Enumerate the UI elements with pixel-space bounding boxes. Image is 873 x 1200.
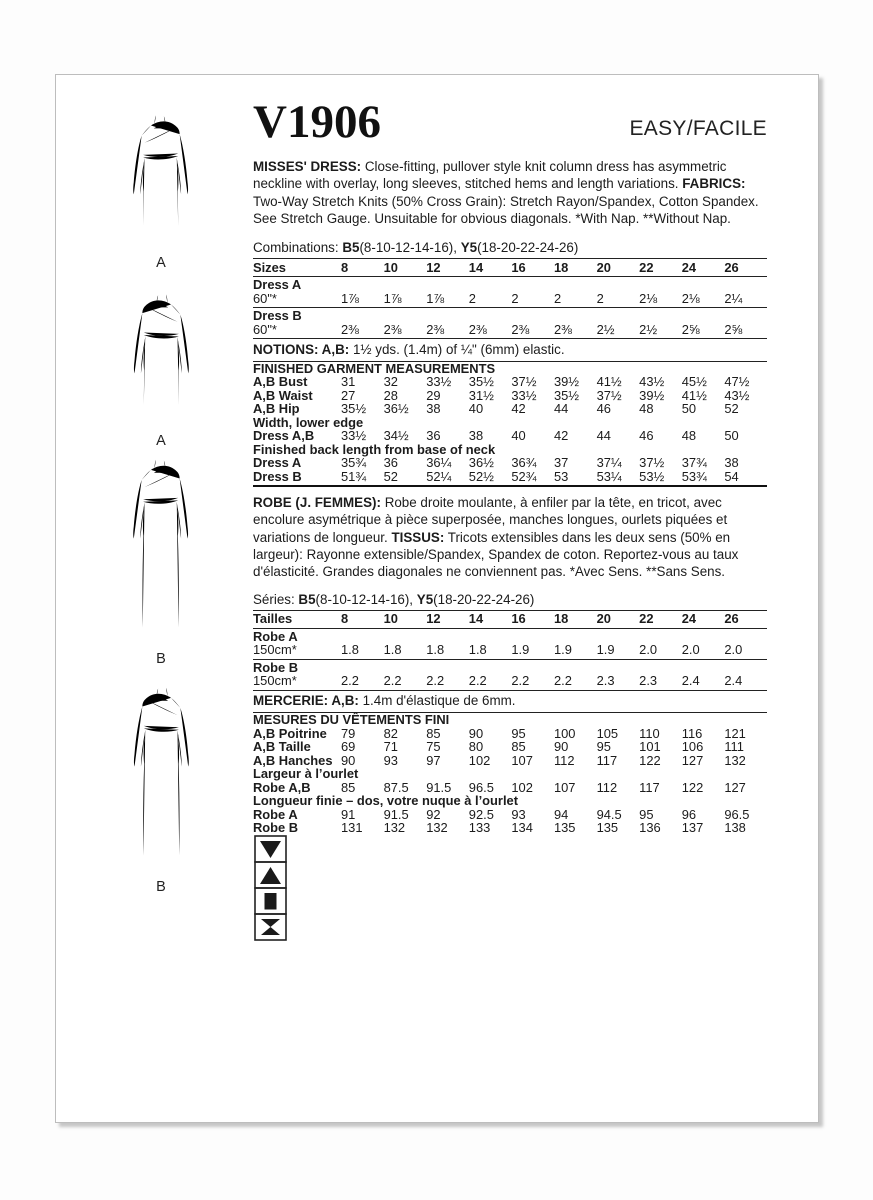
table-cell: 24 [681,259,697,275]
table-cell: 12 [426,611,441,627]
text-segment: FABRICS: [682,176,746,192]
table-cell: 10 [383,611,398,627]
table-row [253,727,767,741]
table-cell: 95 [596,739,611,755]
table-cell: 93 [383,752,398,768]
table-cell: 107 [511,752,533,768]
table-cell: 2⅜ [426,321,445,337]
table-cell: 28 [383,387,398,403]
dress-illustration [118,99,204,251]
table-cell: 96.5 [468,779,494,795]
table-cell: 127 [681,752,704,768]
table-cell: 87.5 [383,779,409,795]
table-row [253,808,767,822]
table-cell: 46 [639,428,654,444]
notions-line [253,340,767,362]
table-cell: 110 [639,725,660,741]
table-row [253,362,767,376]
row-label: Finished back length from base of neck [253,441,496,457]
table-cell: 37½ [511,374,537,390]
table-cell: 2⅜ [341,321,359,337]
table-cell: 91 [341,806,356,822]
table-cell: 82 [383,725,398,741]
table-cell: 2⅜ [383,321,402,337]
table-cell: 37 [553,455,569,471]
table-cell: 117 [596,752,618,768]
row-label: A,B Hanches [253,752,333,768]
pattern-symbols-strip [254,835,288,946]
table-cell: 1.8 [468,642,487,658]
finished-measurements-table-en [253,362,767,488]
table-cell: 92 [426,806,441,822]
table-cell: 8 [341,259,349,275]
table-row [253,611,767,629]
table-cell: 138 [724,820,746,836]
text-segment: Séries: [253,591,299,607]
table-cell: 50 [681,401,697,417]
table-cell: 2.2 [553,673,572,689]
row-label: MESURES DU VÊTEMENTS FINI [253,712,450,728]
table-cell: 35¾ [341,455,367,471]
yardage-table-en [253,258,767,339]
table-row [253,781,767,795]
table-cell: 93 [511,806,526,822]
pattern-sheet-page [55,74,819,1123]
row-label: Dress A [253,277,302,293]
table-row [253,794,767,808]
row-label: FINISHED GARMENT MEASUREMENTS [253,360,496,376]
row-label: A,B Poitrine [253,725,327,741]
table-cell: 41½ [681,387,707,403]
table-cell: 2.2 [468,673,487,689]
row-label: Robe A [253,806,298,822]
table-cell: 133 [468,820,491,836]
table-cell: 36½ [468,455,494,471]
table-cell: 97 [426,752,441,768]
table-row [253,309,767,323]
row-label: Width, lower edge [253,414,364,430]
table-cell: 42 [553,428,569,444]
row-label: Dress A,B [253,428,315,444]
table-cell: 2.4 [681,673,700,689]
table-row [253,821,767,835]
title-bar [253,96,767,148]
table-cell: 20 [596,259,611,275]
table-cell: 2⅝ [681,321,700,337]
table-cell: 40 [511,428,526,444]
table-cell: 2 [468,290,476,306]
table-cell: 45½ [681,374,707,390]
table-cell: 36¾ [511,455,537,471]
table-cell: 46 [596,401,611,417]
table-cell: 1.8 [383,642,402,658]
table-cell: 48 [639,401,654,417]
table-cell: 102 [468,752,491,768]
table-cell: 2⅛ [681,290,700,306]
table-cell: 22 [639,259,654,275]
table-cell: 52½ [468,468,494,484]
table-cell: 111 [724,739,744,755]
pattern-symbols-icons [254,835,288,941]
row-label: Dress B [253,468,302,484]
table-cell: 1.8 [341,642,359,658]
table-row [253,429,767,443]
table-cell: 26 [724,259,739,275]
text-segment: (18-20-22-24-26) [477,240,579,256]
row-label: A,B Waist [253,387,313,403]
row-label: 60"* [253,290,277,306]
table-cell: 8 [341,611,349,627]
table-cell: 2⅜ [553,321,572,337]
table-cell: 53 [553,468,569,484]
dress-b-front-sketch [96,449,226,667]
table-cell: 53¾ [681,468,707,484]
table-cell: 35½ [468,374,494,390]
text-segment: (8-10-12-14-16), [315,591,417,607]
sketch-label: B [156,651,166,667]
row-label: Robe B [253,659,299,675]
dress-b-back-sketch [96,677,226,895]
description-fr [253,494,767,580]
table-cell: 20 [596,611,611,627]
table-cell: 2 [511,290,519,306]
table-cell: 37¾ [681,455,707,471]
table-cell: 38 [468,428,484,444]
table-cell: 85 [511,739,526,755]
table-cell: 2⅜ [511,321,530,337]
table-cell: 34½ [383,428,409,444]
row-label: A,B Bust [253,374,308,390]
table-cell: 101 [639,739,661,755]
rectangle-icon [265,893,277,910]
table-row [253,389,767,403]
dress-a-front-sketch [96,99,226,271]
table-cell: 90 [553,739,569,755]
dress-illustration [118,677,204,875]
dress-illustration [118,449,204,647]
table-cell: 16 [511,611,526,627]
row-label: Dress A [253,455,302,471]
table-cell: 52 [383,468,398,484]
table-cell: 29 [426,387,441,403]
row-label: 150cm* [253,673,297,689]
table-cell: 35½ [341,401,367,417]
text-segment: Two-Way Stretch Knits (50% Cross Grain): Stretch Rayon/Spandex, Cotton Spandex. See Stretch Gauge. Unsuitable for obvious diagonals. *With Nap. **Without Nap. [253,193,759,226]
table-cell: 112 [596,779,618,795]
text-segment: Y5 [416,591,434,607]
table-row [253,292,767,309]
row-label: A,B Hip [253,401,300,417]
table-cell: 47½ [724,374,750,390]
table-cell: 127 [724,779,746,795]
table-cell: 85 [426,725,441,741]
table-cell: 2.3 [639,673,658,689]
table-cell: 33½ [426,374,452,390]
table-cell: 2 [553,290,562,306]
table-cell: 2.0 [681,642,700,658]
table-cell: 10 [383,259,398,275]
table-row [253,643,767,660]
table-cell: 135 [596,820,619,836]
table-cell: 37¼ [596,455,622,471]
text-segment: Tricots extensibles dans les deux sens (50% en largeur): Rayonne extensible/Spandex, Spandex de coton. Reportez-vous au taux d'élasticité. Grandes diagonales ne conviennent pas. *Avec Sens. **Sans Sens. [253,529,739,580]
table-cell: 44 [596,428,611,444]
table-cell: 91.5 [383,806,409,822]
table-cell: 43½ [639,374,665,390]
hourglass-icon [261,919,280,935]
table-cell: 80 [468,739,484,755]
table-cell: 1.9 [511,642,530,658]
row-label: Robe A,B [253,779,311,795]
table-cell: 40 [468,401,484,417]
text-segment: TISSUS: [391,529,445,545]
table-cell: 39½ [553,374,580,390]
table-cell: 38 [724,455,739,471]
table-cell: 41½ [596,374,622,390]
table-cell: 2½ [639,321,658,337]
mercerie-line [253,692,767,714]
table-cell: 2.2 [426,673,445,689]
table-cell: 2.3 [596,673,615,689]
table-cell: 2.2 [511,673,530,689]
table-cell: 2 [596,290,604,306]
metrage-table-fr [253,610,767,691]
table-cell: 42 [511,401,526,417]
table-cell: 137 [681,820,704,836]
table-cell: 12 [426,259,441,275]
table-cell: 32 [383,374,398,390]
table-row [253,767,767,781]
table-cell: 36 [383,455,398,471]
table-cell: 132 [724,752,746,768]
table-row [253,402,767,416]
table-cell: 2.2 [341,673,359,689]
table-cell: 2¼ [724,290,743,306]
table-row [253,456,767,470]
table-cell: 14 [468,611,484,627]
table-row [253,278,767,292]
table-cell: 44 [553,401,569,417]
triangle-up-icon [260,867,281,884]
table-cell: 94.5 [596,806,622,822]
table-cell: 2.2 [383,673,402,689]
combinations-line [253,240,767,258]
table-cell: 33½ [341,428,367,444]
table-cell: 75 [426,739,441,755]
text-segment: MISSES' DRESS: [253,159,362,174]
table-cell: 36 [426,428,441,444]
table-row [253,323,767,340]
table-cell: 33½ [511,387,537,403]
text-segment: Y5 [460,240,478,256]
table-cell: 102 [511,779,533,795]
table-cell: 18 [553,611,569,627]
table-cell: 52 [724,401,739,417]
table-cell: 18 [553,259,569,275]
table-cell: 94 [553,806,569,822]
table-cell: 52¼ [426,468,452,484]
row-label: Robe A [253,628,298,644]
table-cell: 85 [341,779,356,795]
text-segment: ROBE (J. FEMMES): [253,495,381,511]
row-label: 150cm* [253,642,297,658]
text-segment: 1.4m d'élastique de 6mm. [358,693,516,709]
table-cell: 36½ [383,401,409,417]
table-row [253,661,767,675]
table-row [253,375,767,389]
table-cell: 37½ [639,455,665,471]
table-row [253,470,767,488]
table-cell: 69 [341,739,356,755]
symbol-cell [255,914,286,940]
table-cell: 39½ [639,387,665,403]
sketch-label: A [156,255,166,271]
table-cell: 38 [426,401,441,417]
table-cell: 52¾ [511,468,537,484]
description-en [253,158,767,227]
table-cell: 35½ [553,387,580,403]
row-label: A,B Taille [253,739,311,755]
row-label: Sizes [253,259,286,275]
table-cell: 1.9 [596,642,615,658]
table-row [253,713,767,727]
table-cell: 96.5 [724,806,750,822]
mesures-table-fr [253,713,767,835]
table-cell: 2⅜ [468,321,487,337]
table-cell: 106 [681,739,704,755]
table-cell: 1.9 [553,642,572,658]
table-row [253,754,767,768]
pattern-number: V1906 [253,96,381,148]
table-cell: 43½ [724,387,750,403]
table-cell: 2½ [596,321,615,337]
sketch-label: A [156,433,166,449]
table-cell: 2⅝ [724,321,743,337]
table-cell: 100 [553,725,576,741]
row-label: 60"* [253,321,277,337]
text-column [253,96,767,836]
table-row [253,740,767,754]
text-segment: B5 [342,240,360,256]
text-segment: B5 [298,591,316,607]
table-cell: 51¾ [341,468,367,484]
text-segment: MERCERIE: A,B: [253,693,359,709]
table-cell: 2⅛ [639,290,658,306]
table-row [253,259,767,277]
text-segment: (18-20-22-24-26) [433,591,535,607]
table-cell: 53½ [639,468,665,484]
table-cell: 132 [426,820,448,836]
table-cell: 37½ [596,387,622,403]
table-cell: 71 [383,739,398,755]
dress-a-back-sketch [96,279,226,449]
text-segment: 1½ yds. (1.4m) of ¼" (6mm) elastic. [349,341,565,357]
table-cell: 90 [341,752,356,768]
table-cell: 79 [341,725,356,741]
table-cell: 92.5 [468,806,494,822]
table-cell: 132 [383,820,406,836]
table-cell: 117 [639,779,660,795]
text-segment: (8-10-12-14-16), [359,240,461,256]
row-label: Longueur finie – dos, votre nuque à l’ourlet [253,793,518,809]
table-cell: 112 [553,752,575,768]
table-cell: 116 [681,725,703,741]
table-cell: 136 [639,820,661,836]
table-cell: 134 [511,820,533,836]
table-cell: 16 [511,259,526,275]
table-cell: 31½ [468,387,494,403]
table-row [253,630,767,644]
row-label: Largeur à l’ourlet [253,766,359,782]
table-cell: 90 [468,725,484,741]
table-cell: 22 [639,611,654,627]
table-cell: 121 [724,725,746,741]
table-cell: 91.5 [426,779,452,795]
table-cell: 24 [681,611,697,627]
table-cell: 1⅞ [426,290,445,306]
row-label: Robe B [253,820,299,836]
text-segment: Close-fitting, pullover style knit column dress has asymmetric neckline with overlay, long sleeves, stitched hems and length variations. [253,159,727,192]
table-cell: 50 [724,428,739,444]
table-cell: 54 [724,468,739,484]
table-cell: 1⅞ [341,290,359,306]
dress-illustration [118,279,204,429]
table-cell: 48 [681,428,697,444]
triangle-down-icon [260,841,281,858]
table-cell: 2.0 [639,642,658,658]
text-segment: Robe droite moulante, à enfiler par la tête, en tricot, avec encolure asymétrique à pièce superposée, manches longues, ourlets piquées et variations de longueur. [253,495,728,545]
table-cell: 31 [341,374,356,390]
table-cell: 27 [341,387,356,403]
table-cell: 131 [341,820,363,836]
table-row [253,443,767,457]
table-cell: 53¼ [596,468,622,484]
table-row [253,416,767,430]
table-cell: 107 [553,779,576,795]
table-cell: 2.0 [724,642,743,658]
sketch-label: B [156,879,166,895]
table-cell: 95 [639,806,654,822]
table-cell: 26 [724,611,739,627]
row-label: Tailles [253,611,293,627]
text-segment: Combinations: [253,240,343,256]
table-row [253,674,767,691]
text-segment: NOTIONS: A,B: [253,341,350,357]
table-cell: 95 [511,725,526,741]
row-label: Dress B [253,308,302,324]
table-cell: 1.8 [426,642,445,658]
table-cell: 1⅞ [383,290,402,306]
table-cell: 36¼ [426,455,452,471]
table-cell: 122 [639,752,661,768]
table-cell: 135 [553,820,576,836]
series-line [253,592,767,610]
table-cell: 122 [681,779,704,795]
table-cell: 2.4 [724,673,743,689]
difficulty-label: EASY/FACILE [629,117,767,140]
table-cell: 96 [681,806,697,822]
table-cell: 105 [596,725,619,741]
table-cell: 14 [468,259,484,275]
